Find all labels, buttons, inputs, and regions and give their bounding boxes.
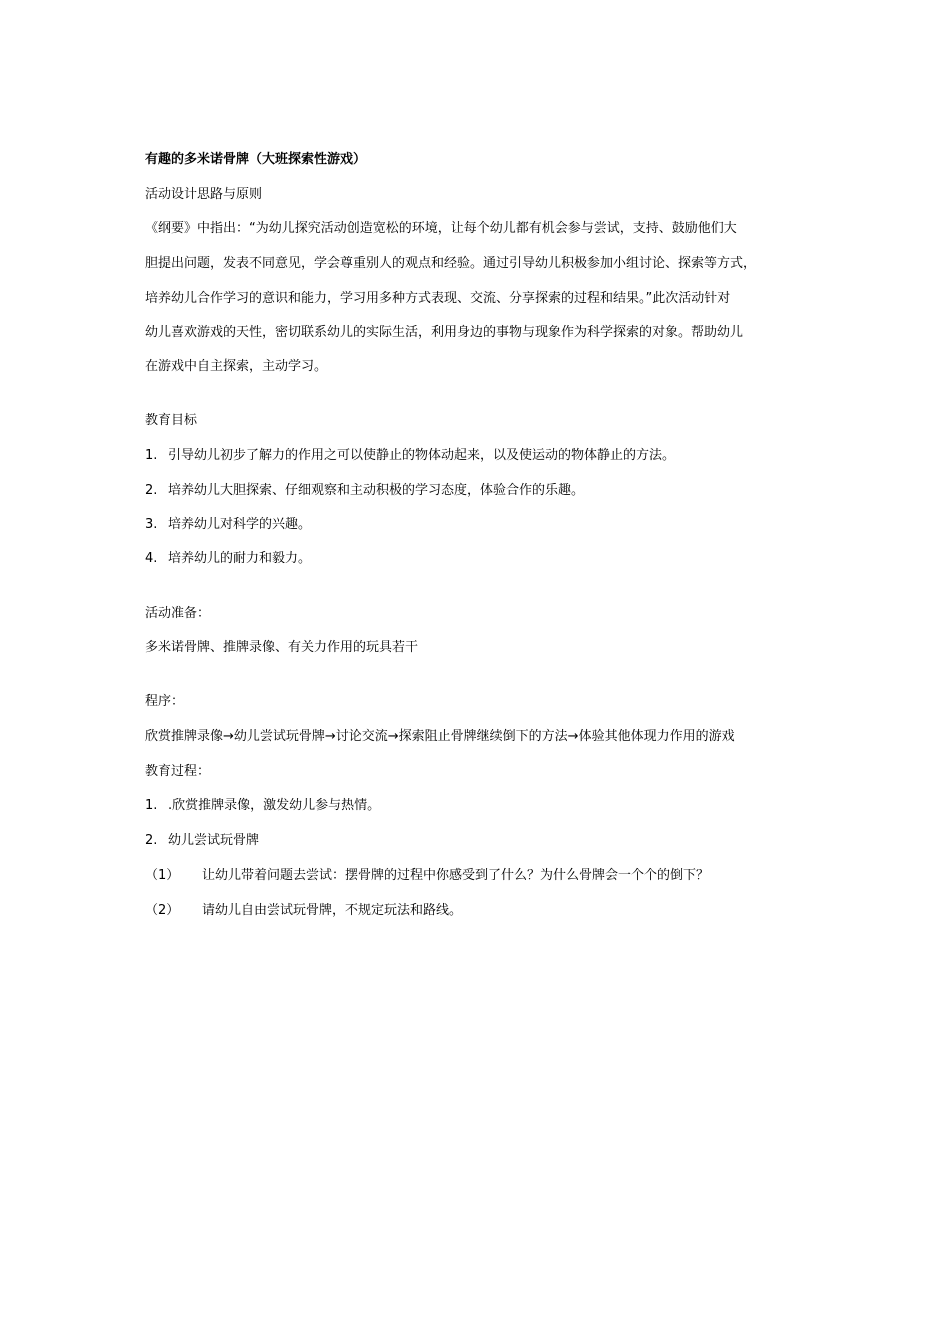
list-item-text: 培养幼儿对科学的兴趣。 — [168, 517, 312, 532]
list-item-number: 2. — [145, 833, 158, 848]
list-item-number: 3. — [145, 517, 158, 532]
paragraph-line: 《纲要》中指出：“为幼儿探究活动创造宽松的环境，让每个幼儿都有机会参与尝试，支持、鼓励他们大 — [145, 221, 737, 236]
list-item-number: （2） — [145, 903, 180, 918]
list-item-text: 让幼儿带着问题去尝试：摆骨牌的过程中你感受到了什么？为什么骨牌会一个个的倒下？ — [202, 868, 710, 883]
list-item — [145, 866, 709, 886]
list-item-text: 幼儿尝试玩骨牌 — [168, 833, 260, 848]
list-item-text: 培养幼儿的耐力和毅力。 — [168, 551, 312, 566]
list-item-number: 2. — [145, 483, 158, 498]
document-title: 有趣的多米诺骨牌（大班探索性游戏） — [145, 152, 367, 167]
paragraph-line: 幼儿喜欢游戏的天性，密切联系幼儿的实际生活，利用身边的事物与现象作为科学探索的对象。帮助幼儿 — [145, 325, 744, 340]
list-item — [145, 796, 380, 816]
section-heading-design: 活动设计思路与原则 — [145, 187, 263, 202]
list-item-number: （1） — [145, 868, 180, 883]
list-item-text: .欣赏推牌录像，激发幼儿参与热情。 — [168, 798, 381, 813]
section-heading-goals: 教育目标 — [145, 413, 198, 428]
list-item — [145, 515, 311, 535]
list-item-number: 1. — [145, 448, 158, 463]
section-heading-process: 教育过程： — [145, 764, 211, 779]
list-item-text: 引导幼儿初步了解力的作用之可以使静止的物体动起来，以及使运动的物体静止的方法。 — [168, 448, 676, 463]
list-item-text: 请幼儿自由尝试玩骨牌，不规定玩法和路线。 — [202, 903, 463, 918]
list-item — [145, 831, 259, 851]
paragraph-line: 在游戏中自主探索，主动学习。 — [145, 359, 328, 374]
list-item — [145, 901, 462, 921]
prep-text: 多米诺骨牌、推牌录像、有关力作用的玩具若干 — [145, 640, 419, 655]
list-item — [145, 446, 675, 466]
procedure-text: 欣赏推牌录像→幼儿尝试玩骨牌→讨论交流→探索阻止骨牌继续倒下的方法→体验其他体现力作用的游戏 — [145, 729, 735, 744]
section-heading-procedure: 程序： — [145, 694, 185, 709]
list-item — [145, 549, 311, 569]
section-heading-prep: 活动准备： — [145, 606, 211, 621]
paragraph-line: 培养幼儿合作学习的意识和能力，学习用多种方式表现、交流、分享探索的过程和结果。”此次活动针对 — [145, 291, 731, 306]
list-item-number: 4. — [145, 551, 158, 566]
list-item-number: 1. — [145, 798, 158, 813]
list-item-text: 培养幼儿大胆探索、仔细观察和主动积极的学习态度，体验合作的乐趣。 — [168, 483, 585, 498]
paragraph-line: 胆提出问题，发表不同意见，学会尊重别人的观点和经验。通过引导幼儿积极参加小组讨论、探索等方式， — [145, 256, 757, 271]
list-item — [145, 481, 584, 501]
